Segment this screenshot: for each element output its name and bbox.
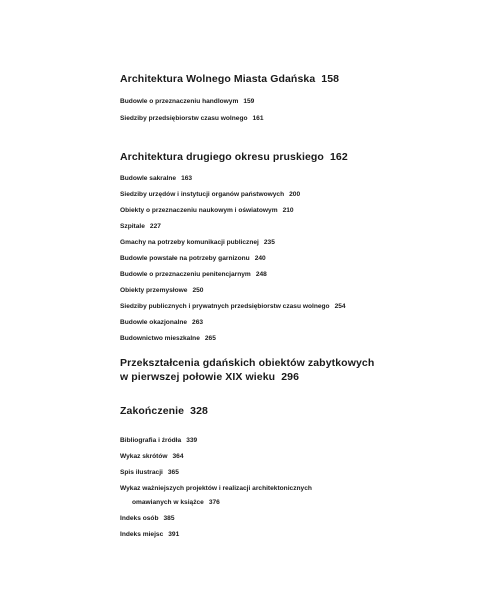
- toc-section-conclusion: [120, 404, 465, 418]
- entry-page-number: 250: [192, 287, 204, 294]
- toc-section-second-prussian: [120, 150, 465, 342]
- toc-section-free-city: [120, 72, 465, 122]
- chapter-heading: [120, 72, 465, 86]
- entry-label: Bibliografia i źródła: [120, 437, 182, 444]
- entry-label: Wykaz skrótów: [120, 453, 168, 460]
- entry-label: Budowle okazjonalne: [120, 319, 188, 326]
- entry-page-number: 365: [167, 469, 179, 476]
- chapter-heading: [120, 404, 465, 418]
- entry-label: Spis ilustracji: [120, 469, 163, 476]
- entry-label: Budownictwo mieszkalne: [120, 335, 200, 342]
- toc-entry: [120, 287, 203, 295]
- toc-entry: [120, 98, 254, 106]
- toc-entry: [120, 437, 197, 445]
- entry-page-number: 159: [243, 98, 255, 105]
- entry-page-number: 254: [334, 303, 346, 310]
- toc-entry: [120, 255, 266, 263]
- entry-label: Budowle sakralne: [120, 175, 177, 182]
- entry-label: Siedziby przedsiębiorstw czasu wolnego: [120, 115, 248, 122]
- entry-page-number: 235: [263, 239, 275, 246]
- toc-entry: [120, 271, 267, 279]
- toc-entry: [120, 239, 275, 247]
- toc-entry: [120, 485, 312, 507]
- entry-page-number: 385: [163, 515, 175, 522]
- entry-label: Indeks miejsc: [120, 531, 164, 538]
- toc-entry: [120, 515, 175, 523]
- chapter-title-text: Architektura drugiego okresu pruskiego: [120, 151, 324, 163]
- entry-page-number: 376: [208, 499, 220, 506]
- entry-label: Budowle powstałe na potrzeby garnizonu: [120, 255, 250, 262]
- entry-page-number: 339: [186, 437, 198, 444]
- entry-label: Obiekty przemysłowe: [120, 287, 188, 294]
- entry-label: Gmachy na potrzeby komunikacji publicznej: [120, 239, 259, 246]
- chapter-heading: [120, 150, 465, 164]
- chapter-title-line1: Przekształcenia gdańskich obiektów zabytkowych: [120, 357, 375, 369]
- chapter-page-number: 328: [190, 405, 208, 417]
- entry-label: Budowle o przeznaczeniu penitencjarnym: [120, 271, 251, 278]
- toc-entry: [120, 335, 216, 343]
- toc-entry: [120, 319, 203, 327]
- entry-label: Szpitale: [120, 223, 145, 230]
- entry-page-number: 210: [282, 207, 294, 214]
- chapter-title-line2: w pierwszej połowie XIX wieku: [120, 371, 276, 383]
- chapter-heading: [120, 356, 465, 384]
- chapter-page-number: 158: [321, 73, 340, 85]
- entry-label: Siedziby urzędów i instytucji organów państwowych: [120, 191, 285, 198]
- entry-label: Obiekty o przeznaczeniu naukowym i oświatowym: [120, 207, 278, 214]
- entry-label-line1: Wykaz ważniejszych projektów i realizacji architektonicznych: [120, 485, 312, 492]
- entry-page-number: 364: [172, 453, 184, 460]
- entry-label: Siedziby publicznych i prywatnych przedsiębiorstw czasu wolnego: [120, 303, 330, 310]
- toc-entry: [120, 115, 264, 123]
- entry-page-number: 227: [149, 223, 161, 230]
- toc-entry: [120, 469, 179, 477]
- entry-page-number: 248: [255, 271, 267, 278]
- toc-entry: [120, 531, 179, 539]
- toc-section-transformations: [120, 356, 465, 384]
- entry-page-number: 263: [192, 319, 204, 326]
- toc-entry: [120, 175, 192, 183]
- toc-entry: [120, 453, 184, 461]
- chapter-page-number: 162: [329, 151, 348, 163]
- toc-entry: [120, 303, 346, 311]
- entry-page-number: 163: [181, 175, 193, 182]
- toc-entry: [120, 223, 161, 231]
- entry-page-number: 200: [289, 191, 301, 198]
- toc-entry: [120, 191, 300, 199]
- entry-page-number: 240: [254, 255, 266, 262]
- entry-label-line2: omawianych w książce: [132, 499, 204, 506]
- chapter-title-text: Zakończenie: [120, 405, 185, 417]
- entry-label: Budowle o przeznaczeniu handlowym: [120, 98, 239, 105]
- chapter-title-text: Architektura Wolnego Miasta Gdańska: [120, 73, 316, 85]
- entry-page-number: 265: [204, 335, 216, 342]
- entry-page-number: 391: [168, 531, 180, 538]
- entry-label: Indeks osób: [120, 515, 159, 522]
- chapter-page-number: 296: [281, 371, 300, 383]
- toc-entry: [120, 207, 294, 215]
- entry-page-number: 161: [252, 115, 264, 122]
